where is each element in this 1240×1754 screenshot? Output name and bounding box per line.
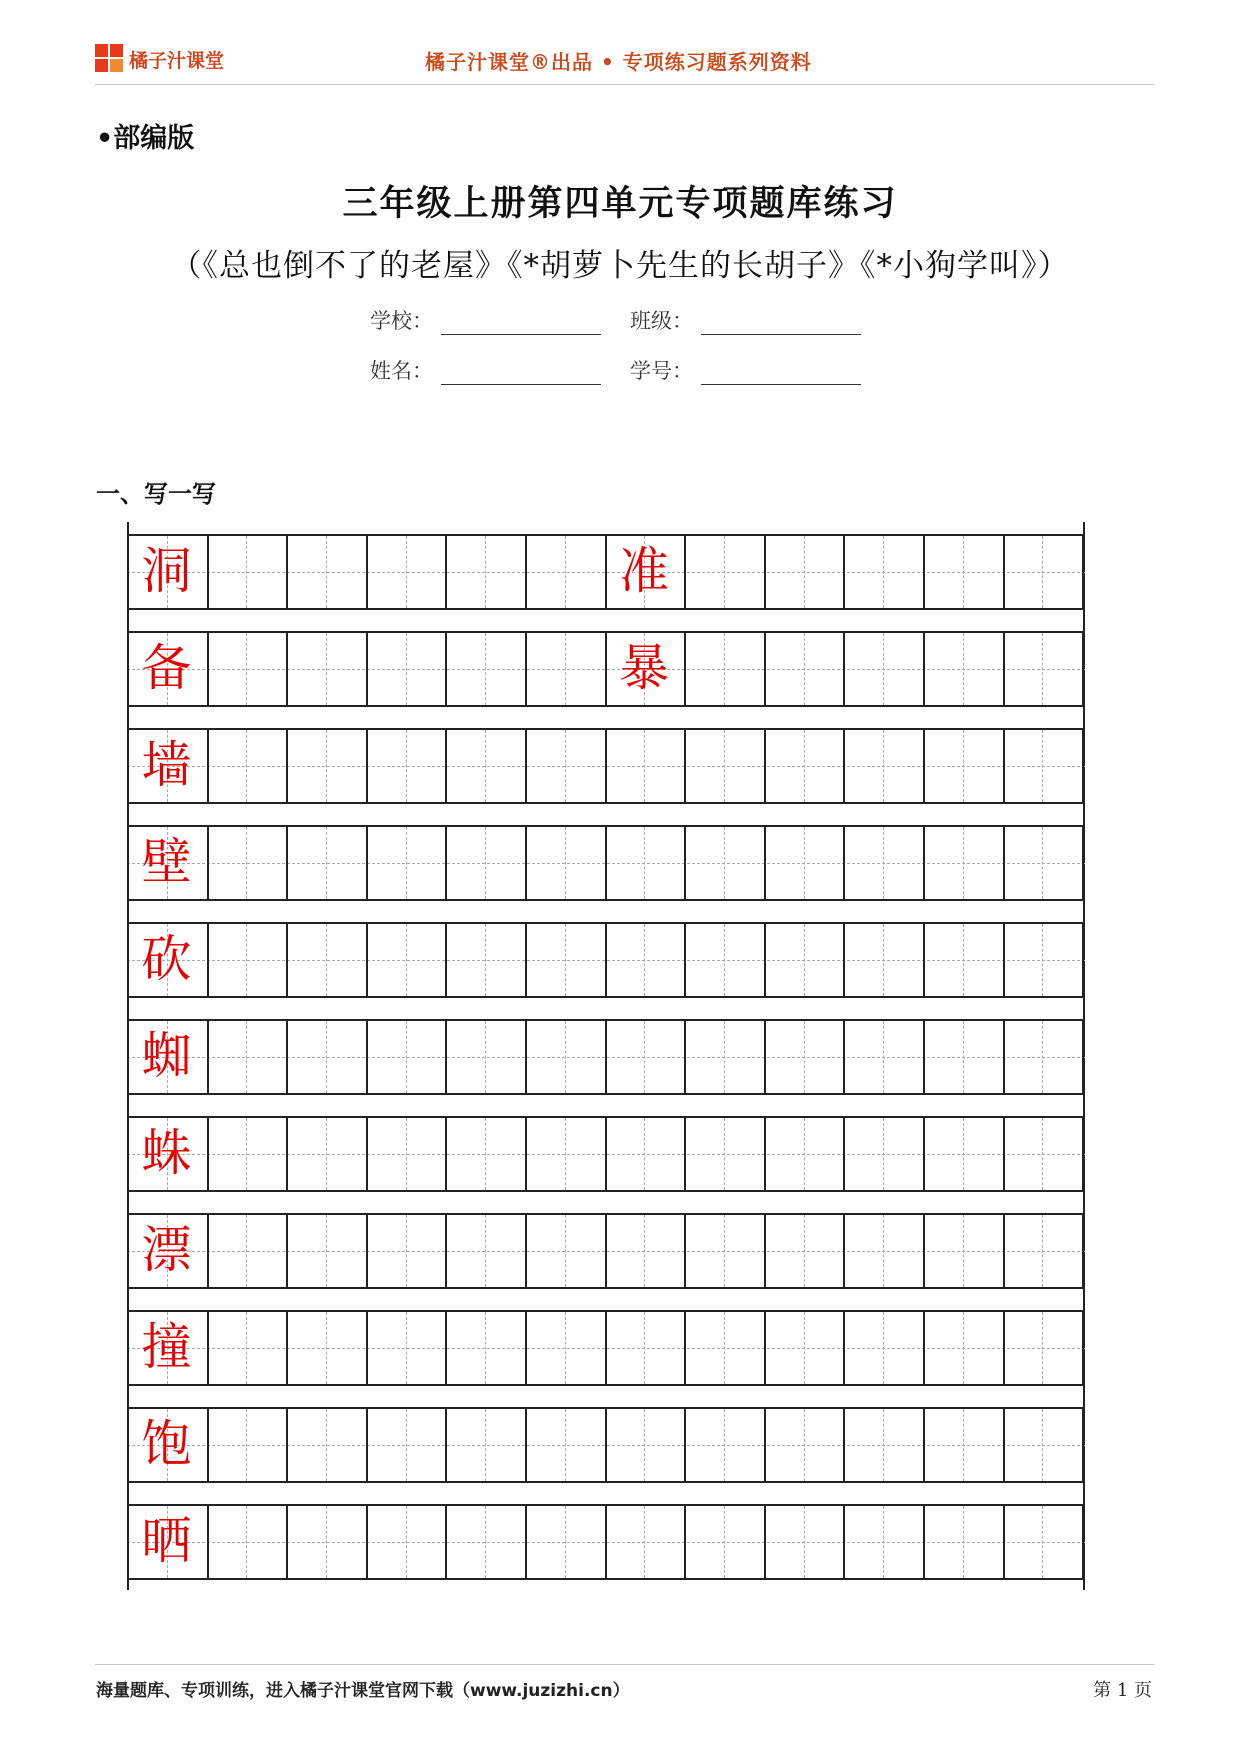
cell-guide-vertical (804, 1506, 805, 1578)
cell-divider (605, 1019, 607, 1095)
cell-divider (684, 825, 686, 901)
cell-guide-vertical (963, 730, 964, 802)
cell-divider (445, 825, 447, 901)
cell-guide-vertical (246, 633, 247, 705)
cell-divider (923, 1504, 925, 1580)
cell-guide-vertical (485, 1021, 486, 1093)
cell-divider (605, 1310, 607, 1386)
cell-guide-vertical (326, 633, 327, 705)
cell-guide-vertical (326, 536, 327, 608)
cell-guide-vertical (406, 536, 407, 608)
cell-guide-vertical (804, 1312, 805, 1384)
cell-guide-vertical (724, 730, 725, 802)
class-label: 班级： (630, 309, 693, 333)
cell-guide-vertical (246, 1215, 247, 1287)
cell-guide-vertical (1042, 1215, 1043, 1287)
cell-guide-vertical (1042, 536, 1043, 608)
cell-guide-vertical (1042, 1506, 1043, 1578)
cell-guide-vertical (485, 1118, 486, 1190)
cell-guide-vertical (485, 924, 486, 996)
cell-divider (207, 534, 209, 610)
cell-divider (1003, 1310, 1005, 1386)
cell-guide-vertical (565, 1021, 566, 1093)
cell-divider (843, 1504, 845, 1580)
cell-divider (1082, 1019, 1084, 1095)
cell-guide-vertical (963, 1021, 964, 1093)
name-label: 姓名： (370, 359, 433, 383)
cell-divider (1003, 728, 1005, 804)
number-field (630, 355, 861, 385)
brand-logo-icon (95, 44, 123, 72)
cell-divider (207, 1504, 209, 1580)
cell-guide-vertical (246, 924, 247, 996)
cell-guide-vertical (565, 924, 566, 996)
cell-divider (1082, 922, 1084, 998)
cell-divider (843, 1407, 845, 1483)
cell-divider (207, 631, 209, 707)
cell-divider (1003, 631, 1005, 707)
cell-divider (843, 1116, 845, 1192)
cell-divider (684, 1116, 686, 1192)
cell-guide-vertical (804, 1409, 805, 1481)
cell-divider (684, 534, 686, 610)
cell-guide-vertical (326, 1215, 327, 1287)
cell-divider (286, 1116, 288, 1192)
cell-guide-vertical (1042, 730, 1043, 802)
number-blank (701, 364, 861, 385)
cell-divider (1003, 534, 1005, 610)
cell-divider (445, 1407, 447, 1483)
cell-divider (286, 1407, 288, 1483)
cell-divider (1082, 1310, 1084, 1386)
cell-divider (684, 1213, 686, 1289)
cell-guide-vertical (644, 924, 645, 996)
cell-guide-vertical (804, 730, 805, 802)
model-character: 准 (619, 542, 670, 600)
cell-divider (1003, 825, 1005, 901)
cell-divider (1082, 1407, 1084, 1483)
cell-divider (843, 1310, 845, 1386)
cell-guide-vertical (724, 1215, 725, 1287)
cell-divider (366, 728, 368, 804)
cell-divider (525, 534, 527, 610)
cell-guide-vertical (963, 924, 964, 996)
cell-guide-vertical (326, 1021, 327, 1093)
cell-divider (1003, 1504, 1005, 1580)
cell-guide-vertical (485, 730, 486, 802)
school-blank (441, 314, 601, 335)
cell-divider (923, 1116, 925, 1192)
cell-guide-vertical (963, 1118, 964, 1190)
cell-guide-vertical (804, 924, 805, 996)
cell-divider (684, 1310, 686, 1386)
cell-divider (207, 1019, 209, 1095)
cell-guide-vertical (724, 1506, 725, 1578)
cell-divider (286, 825, 288, 901)
grid-row (127, 1116, 1085, 1192)
grid-row (127, 1213, 1085, 1289)
cell-divider (923, 534, 925, 610)
school-field (370, 305, 601, 335)
cell-guide-vertical (724, 1118, 725, 1190)
cell-divider (525, 631, 527, 707)
cell-divider (445, 1310, 447, 1386)
cell-guide-vertical (246, 1506, 247, 1578)
cell-guide-vertical (406, 924, 407, 996)
cell-divider (1003, 1116, 1005, 1192)
model-character: 砍 (141, 930, 192, 988)
cell-divider (605, 1407, 607, 1483)
cell-guide-vertical (565, 827, 566, 899)
cell-guide-vertical (883, 633, 884, 705)
cell-divider (764, 1504, 766, 1580)
cell-divider (525, 922, 527, 998)
model-character: 撞 (141, 1318, 192, 1376)
cell-guide-vertical (883, 1118, 884, 1190)
cell-divider (1082, 631, 1084, 707)
cell-guide-vertical (485, 633, 486, 705)
cell-guide-vertical (326, 1312, 327, 1384)
model-character: 洞 (141, 542, 192, 600)
model-character: 墙 (141, 736, 192, 794)
cell-guide-vertical (963, 1312, 964, 1384)
cell-guide-vertical (963, 633, 964, 705)
cell-divider (605, 825, 607, 901)
writing-grid (127, 522, 1085, 1590)
cell-divider (445, 1504, 447, 1580)
header-divider (95, 84, 1155, 85)
cell-divider (525, 825, 527, 901)
cell-guide-vertical (804, 536, 805, 608)
cell-divider (525, 1504, 527, 1580)
cell-guide-vertical (246, 536, 247, 608)
cell-guide-vertical (406, 633, 407, 705)
cell-divider (207, 825, 209, 901)
cell-divider (445, 922, 447, 998)
cell-divider (207, 1310, 209, 1386)
cell-guide-vertical (406, 1506, 407, 1578)
cell-divider (207, 728, 209, 804)
cell-divider (525, 1310, 527, 1386)
header-tagline: 橘子汁课堂®出品 • 专项练习题系列资料 (425, 50, 812, 74)
cell-divider (923, 825, 925, 901)
cell-guide-vertical (883, 1409, 884, 1481)
page-title: 三年级上册第四单元专项题库练习 (342, 183, 898, 224)
cell-divider (843, 728, 845, 804)
cell-guide-vertical (406, 1409, 407, 1481)
cell-guide-vertical (804, 827, 805, 899)
grid-row (127, 922, 1085, 998)
cell-guide-vertical (406, 1021, 407, 1093)
cell-guide-vertical (724, 827, 725, 899)
footer-divider (95, 1664, 1155, 1665)
cell-divider (286, 728, 288, 804)
cell-guide-vertical (724, 924, 725, 996)
cell-divider (605, 1504, 607, 1580)
cell-divider (207, 1116, 209, 1192)
model-character: 壁 (141, 833, 192, 891)
cell-guide-vertical (883, 827, 884, 899)
cell-guide-vertical (963, 536, 964, 608)
cell-guide-vertical (326, 924, 327, 996)
cell-guide-vertical (565, 1409, 566, 1481)
cell-divider (525, 1019, 527, 1095)
cell-divider (605, 728, 607, 804)
cell-guide-vertical (326, 1118, 327, 1190)
cell-divider (684, 631, 686, 707)
footer-text: 海量题库、专项训练，进入橘子汁课堂官网下载（www.juzizhi.cn） (96, 1681, 630, 1701)
cell-guide-vertical (485, 1409, 486, 1481)
cell-divider (366, 922, 368, 998)
cell-divider (286, 631, 288, 707)
grid-row (127, 1504, 1085, 1580)
cell-guide-vertical (565, 1118, 566, 1190)
cell-divider (843, 1019, 845, 1095)
model-character: 晒 (141, 1512, 192, 1570)
cell-guide-vertical (326, 827, 327, 899)
cell-divider (764, 534, 766, 610)
class-field (630, 305, 861, 335)
cell-divider (366, 1213, 368, 1289)
cell-guide-vertical (565, 536, 566, 608)
cell-divider (764, 1019, 766, 1095)
cell-divider (445, 1116, 447, 1192)
cell-divider (764, 1407, 766, 1483)
cell-guide-vertical (644, 730, 645, 802)
cell-guide-vertical (565, 730, 566, 802)
cell-divider (764, 728, 766, 804)
cell-guide-vertical (883, 730, 884, 802)
cell-guide-vertical (644, 1118, 645, 1190)
cell-divider (605, 1213, 607, 1289)
cell-divider (1082, 1116, 1084, 1192)
cell-guide-vertical (644, 1506, 645, 1578)
cell-divider (286, 922, 288, 998)
page-header (95, 36, 1155, 86)
cell-guide-vertical (565, 1215, 566, 1287)
cell-divider (923, 728, 925, 804)
cell-divider (684, 922, 686, 998)
cell-guide-vertical (963, 827, 964, 899)
cell-guide-vertical (883, 924, 884, 996)
cell-divider (764, 631, 766, 707)
cell-divider (605, 1116, 607, 1192)
cell-divider (525, 728, 527, 804)
cell-guide-vertical (804, 1021, 805, 1093)
model-character: 备 (141, 639, 192, 697)
name-blank (441, 364, 601, 385)
cell-guide-vertical (246, 1118, 247, 1190)
class-blank (701, 314, 861, 335)
cell-divider (525, 1407, 527, 1483)
model-character: 饱 (141, 1415, 192, 1473)
cell-divider (286, 1504, 288, 1580)
cell-guide-vertical (804, 1118, 805, 1190)
grid-row (127, 1310, 1085, 1386)
cell-guide-vertical (406, 827, 407, 899)
cell-divider (445, 631, 447, 707)
cell-divider (1003, 1213, 1005, 1289)
cell-divider (207, 922, 209, 998)
cell-guide-vertical (326, 730, 327, 802)
cell-divider (525, 1213, 527, 1289)
cell-guide-vertical (724, 536, 725, 608)
cell-guide-vertical (406, 1118, 407, 1190)
cell-guide-vertical (883, 1215, 884, 1287)
cell-divider (684, 1504, 686, 1580)
cell-divider (764, 825, 766, 901)
cell-guide-vertical (565, 633, 566, 705)
cell-divider (525, 1116, 527, 1192)
page-number: 第 1 页 (1093, 1680, 1152, 1701)
cell-divider (1082, 825, 1084, 901)
name-field (370, 355, 601, 385)
cell-guide-vertical (1042, 827, 1043, 899)
brand-name: 橘子汁课堂 (129, 50, 225, 72)
cell-divider (1082, 728, 1084, 804)
cell-guide-vertical (724, 1409, 725, 1481)
cell-divider (366, 1116, 368, 1192)
cell-divider (445, 728, 447, 804)
section-title: 一、写一写 (96, 480, 216, 508)
cell-guide-vertical (246, 1409, 247, 1481)
cell-guide-vertical (485, 827, 486, 899)
cell-guide-vertical (246, 827, 247, 899)
cell-divider (923, 631, 925, 707)
cell-guide-vertical (724, 1312, 725, 1384)
grid-row (127, 728, 1085, 804)
page-subtitle: （《总也倒不了的老屋》《*胡萝卜先生的长胡子》《*小狗学叫》） (170, 248, 1070, 284)
cell-divider (684, 1407, 686, 1483)
cell-guide-vertical (1042, 633, 1043, 705)
cell-guide-vertical (644, 1215, 645, 1287)
cell-divider (764, 1310, 766, 1386)
cell-guide-vertical (644, 827, 645, 899)
cell-guide-vertical (883, 536, 884, 608)
cell-divider (445, 1019, 447, 1095)
cell-divider (366, 1407, 368, 1483)
cell-divider (366, 1504, 368, 1580)
cell-guide-vertical (565, 1506, 566, 1578)
cell-divider (843, 534, 845, 610)
cell-guide-vertical (406, 730, 407, 802)
cell-guide-vertical (963, 1409, 964, 1481)
grid-row (127, 1019, 1085, 1095)
cell-guide-vertical (1042, 1021, 1043, 1093)
cell-guide-vertical (724, 633, 725, 705)
cell-guide-vertical (1042, 1409, 1043, 1481)
cell-guide-vertical (485, 536, 486, 608)
cell-divider (445, 1213, 447, 1289)
cell-guide-vertical (565, 1312, 566, 1384)
cell-divider (286, 1213, 288, 1289)
edition-label: •部编版 (96, 123, 195, 154)
cell-guide-vertical (644, 1312, 645, 1384)
cell-divider (207, 1213, 209, 1289)
cell-guide-vertical (644, 1021, 645, 1093)
number-label: 学号： (630, 359, 693, 383)
cell-guide-vertical (485, 1215, 486, 1287)
cell-guide-vertical (644, 1409, 645, 1481)
cell-guide-vertical (963, 1506, 964, 1578)
cell-divider (684, 728, 686, 804)
model-character: 漂 (141, 1221, 192, 1279)
cell-divider (764, 922, 766, 998)
cell-guide-vertical (883, 1021, 884, 1093)
cell-guide-vertical (804, 633, 805, 705)
cell-guide-vertical (883, 1506, 884, 1578)
cell-divider (1082, 1504, 1084, 1580)
cell-divider (366, 825, 368, 901)
cell-guide-vertical (246, 730, 247, 802)
cell-guide-vertical (326, 1506, 327, 1578)
cell-divider (764, 1213, 766, 1289)
model-character: 蛛 (141, 1124, 192, 1182)
cell-divider (923, 1407, 925, 1483)
cell-divider (1082, 1213, 1084, 1289)
cell-divider (366, 1019, 368, 1095)
cell-divider (923, 1019, 925, 1095)
cell-divider (843, 1213, 845, 1289)
cell-divider (843, 922, 845, 998)
school-label: 学校： (370, 309, 433, 333)
cell-guide-vertical (246, 1312, 247, 1384)
cell-divider (843, 825, 845, 901)
cell-divider (366, 534, 368, 610)
cell-divider (1003, 922, 1005, 998)
cell-divider (286, 534, 288, 610)
cell-guide-vertical (1042, 924, 1043, 996)
cell-divider (605, 922, 607, 998)
cell-divider (923, 922, 925, 998)
cell-guide-vertical (326, 1409, 327, 1481)
cell-divider (1003, 1407, 1005, 1483)
cell-guide-vertical (246, 1021, 247, 1093)
grid-row (127, 534, 1085, 610)
cell-guide-vertical (485, 1312, 486, 1384)
grid-row (127, 631, 1085, 707)
cell-guide-vertical (724, 1021, 725, 1093)
cell-divider (366, 1310, 368, 1386)
cell-divider (684, 1019, 686, 1095)
cell-divider (843, 631, 845, 707)
cell-divider (207, 1407, 209, 1483)
cell-guide-vertical (883, 1312, 884, 1384)
grid-row (127, 825, 1085, 901)
cell-divider (445, 534, 447, 610)
grid-row (127, 1407, 1085, 1483)
cell-divider (286, 1019, 288, 1095)
cell-guide-vertical (485, 1506, 486, 1578)
cell-divider (1003, 1019, 1005, 1095)
cell-divider (923, 1310, 925, 1386)
model-character: 蜘 (141, 1027, 192, 1085)
cell-guide-vertical (1042, 1118, 1043, 1190)
cell-guide-vertical (406, 1312, 407, 1384)
cell-guide-vertical (804, 1215, 805, 1287)
cell-divider (366, 631, 368, 707)
model-character: 暴 (619, 639, 670, 697)
cell-divider (1082, 534, 1084, 610)
cell-guide-vertical (1042, 1312, 1043, 1384)
cell-divider (286, 1310, 288, 1386)
cell-guide-vertical (963, 1215, 964, 1287)
cell-guide-vertical (406, 1215, 407, 1287)
cell-divider (764, 1116, 766, 1192)
cell-divider (923, 1213, 925, 1289)
